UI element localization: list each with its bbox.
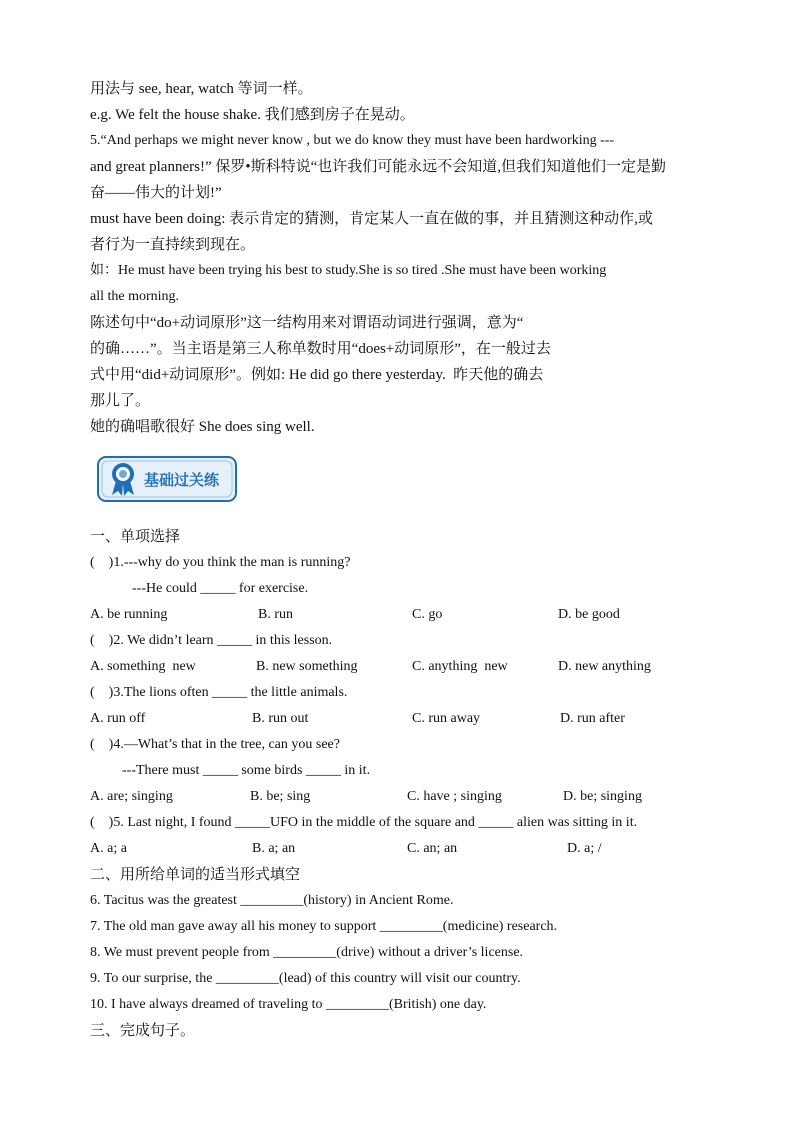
q2-option-b: B. new something — [256, 659, 358, 674]
q1-stem: ( )1.---why do you think the man is running? — [90, 555, 351, 570]
q9: 9. To our surprise, the _________(lead) of this country will visit our country. — [90, 971, 521, 986]
q5-option-b: B. a; an — [252, 841, 296, 856]
q2-option-a: A. something new — [90, 659, 196, 674]
q4-option-b: B. be; sing — [250, 789, 311, 804]
q3-option-c: C. run away — [412, 711, 481, 726]
note-line-7: 者行为一直持续到现在。 — [90, 237, 256, 253]
q1-option-b: B. run — [258, 607, 293, 622]
note-line-9: all the morning. — [90, 289, 180, 304]
badge-label: 基础过关练 — [144, 471, 220, 489]
ribbon-medal-icon — [108, 461, 138, 497]
section-badge — [96, 453, 238, 505]
section2-title: 二、用所给单词的适当形式填空 — [90, 867, 301, 883]
note-line-8: 如：He must have been trying his best to study.She is so tired .She must have been working — [90, 263, 607, 278]
q5-stem: ( )5. Last night, I found _____UFO in the middle of the square and _____ alien was sitting in it. — [90, 815, 638, 830]
q5-option-c: C. an; an — [407, 841, 458, 856]
q3-option-b: B. run out — [252, 711, 309, 726]
q5-option-a: A. a; a — [90, 841, 127, 856]
note-line-6: must have been doing: 表示肯定的猜测，肯定某人一直在做的事，并且猜测这种动作,或 — [90, 211, 653, 227]
q4-option-d: D. be; singing — [563, 789, 642, 804]
q3-stem: ( )3.The lions often _____ the little animals. — [90, 685, 348, 700]
note-line-2: e.g. We felt the house shake. 我们感到房子在晃动。 — [90, 107, 415, 123]
note-line-11: 的确……”。当主语是第三人称单数时用“does+动词原形”，在一般过去 — [90, 341, 551, 357]
q6: 6. Tacitus was the greatest _________(history) in Ancient Rome. — [90, 893, 454, 908]
q7: 7. The old man gave away all his money to support _________(medicine) research. — [90, 919, 558, 934]
q2-option-d: D. new anything — [558, 659, 651, 674]
q2-option-c: C. anything new — [412, 659, 508, 674]
note-line-5: 奋——伟大的计划!” — [90, 185, 222, 201]
q2-stem: ( )2. We didn’t learn _____ in this lesson. — [90, 633, 333, 648]
q4-option-a: A. are; singing — [90, 789, 173, 804]
q3-option-d: D. run after — [560, 711, 625, 726]
q8: 8. We must prevent people from _________(drive) without a driver’s license. — [90, 945, 524, 960]
q4-sub: ---There must _____ some birds _____ in it. — [122, 763, 371, 778]
note-line-14: 她的确唱歌很好 She does sing well. — [90, 419, 315, 435]
q1-sub: ---He could _____ for exercise. — [132, 581, 309, 596]
section3-title: 三、完成句子。 — [90, 1023, 196, 1039]
note-line-10: 陈述句中“do+动词原形”这一结构用来对谓语动词进行强调，意为“ — [90, 315, 524, 331]
q5-option-d: D. a; / — [567, 841, 602, 856]
q4-stem: ( )4.—What’s that in the tree, can you see? — [90, 737, 340, 752]
q10: 10. I have always dreamed of traveling to _________(British) one day. — [90, 997, 487, 1012]
note-line-12: 式中用“did+动词原形”。例如: He did go there yesterday. 昨天他的确去 — [90, 367, 544, 383]
q1-option-d: D. be good — [558, 607, 620, 622]
q3-option-a: A. run off — [90, 711, 146, 726]
q4-option-c: C. have ; singing — [407, 789, 502, 804]
note-line-1: 用法与 see, hear, watch 等词一样。 — [90, 81, 313, 97]
note-line-3: 5.“And perhaps we might never know , but we do know they must have been hardworking --- — [90, 133, 615, 148]
section1-title: 一、单项选择 — [90, 529, 181, 545]
note-line-13: 那儿了。 — [90, 393, 151, 409]
q1-option-c: C. go — [412, 607, 443, 622]
note-line-4: and great planners!” 保罗•斯科特说“也许我们可能永远不会知道,但我们知道他们一定是勤 — [90, 159, 667, 175]
q1-option-a: A. be running — [90, 607, 168, 622]
